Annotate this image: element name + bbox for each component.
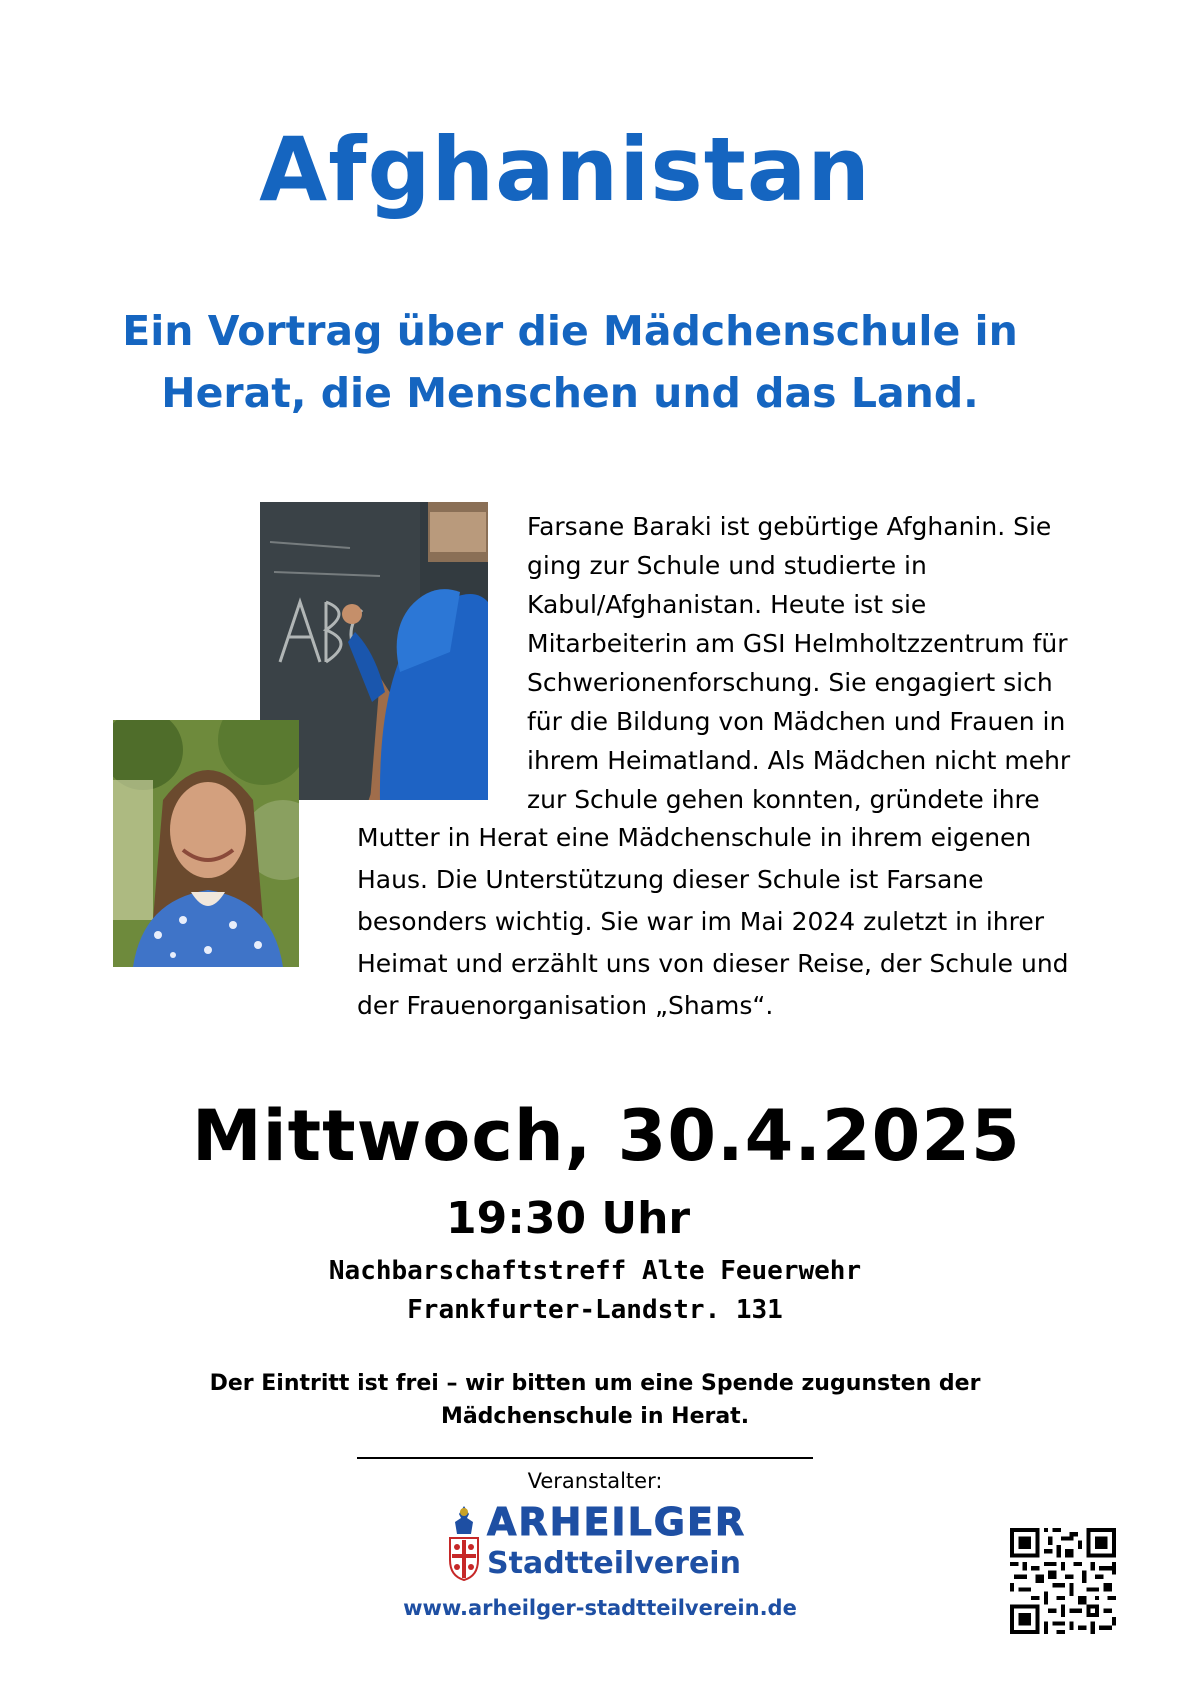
divider-line	[357, 1457, 813, 1459]
bio-line: Mutter in Herat eine Mädchenschule in ihrem eigenen	[357, 823, 1032, 852]
bio-line: für die Bildung von Mädchen und Frauen in	[527, 707, 1066, 736]
bio-line: besonders wichtig. Sie war im Mai 2024 zuletzt in ihrer	[357, 907, 1045, 936]
bio-line: Schwerionenforschung. Sie engagiert sich	[527, 668, 1053, 697]
event-date: Mittwoch, 30.4.2025	[192, 1095, 1021, 1177]
poster-subtitle	[0, 300, 1140, 424]
bio-line: Farsane Baraki ist gebürtige Afghanin. Sie	[527, 512, 1052, 541]
bio-line: Haus. Die Unterstützung dieser Schule ist Farsane	[357, 865, 984, 894]
venue-address: Frankfurter-Landstr. 131	[407, 1295, 783, 1325]
bio-line: ihrem Heimatland. Als Mädchen nicht mehr	[527, 746, 1071, 775]
subtitle-line-1: Ein Vortrag über die Mädchenschule in	[122, 307, 1018, 355]
portrait-photo-illustration	[113, 720, 299, 967]
bio-line: der Frauenorganisation „Shams“.	[357, 991, 774, 1020]
website-link[interactable]: www.arheilger-stadtteilverein.de	[403, 1596, 797, 1620]
organizer-logo	[447, 1500, 747, 1586]
logo-text-arheilger: ARHEILGER	[487, 1500, 747, 1544]
bio-line: zur Schule gehen konnten, gründete ihre	[527, 785, 1040, 814]
organizer-label: Veranstalter:	[527, 1469, 663, 1493]
qr-code-icon[interactable]	[1010, 1528, 1116, 1634]
bio-line: Heimat und erzählt uns von dieser Reise, der Schule und	[357, 949, 1069, 978]
event-time: 19:30 Uhr	[446, 1193, 691, 1244]
crest-icon	[447, 1504, 481, 1582]
bio-line: Mitarbeiterin am GSI Helmholtzzentrum für	[527, 629, 1068, 658]
bio-line: Kabul/Afghanistan. Heute ist sie	[527, 590, 927, 619]
portrait-photo	[113, 720, 299, 967]
poster-title: Afghanistan	[259, 118, 871, 221]
bio-line: ging zur Schule und studierte in	[527, 551, 927, 580]
admission-note-line-2: Mädchenschule in Herat.	[440, 1404, 750, 1429]
admission-note-line-1: Der Eintritt ist frei – wir bitten um eine Spende zugunsten der	[209, 1371, 981, 1396]
subtitle-line-2: Herat, die Menschen und das Land.	[161, 369, 979, 417]
bio-text-bottom	[357, 817, 1127, 1027]
bio-text-top	[527, 507, 1127, 819]
venue-name: Nachbarschaftstreff Alte Feuerwehr	[328, 1256, 862, 1286]
logo-text-stadtteilverein: Stadtteilverein	[487, 1546, 741, 1581]
